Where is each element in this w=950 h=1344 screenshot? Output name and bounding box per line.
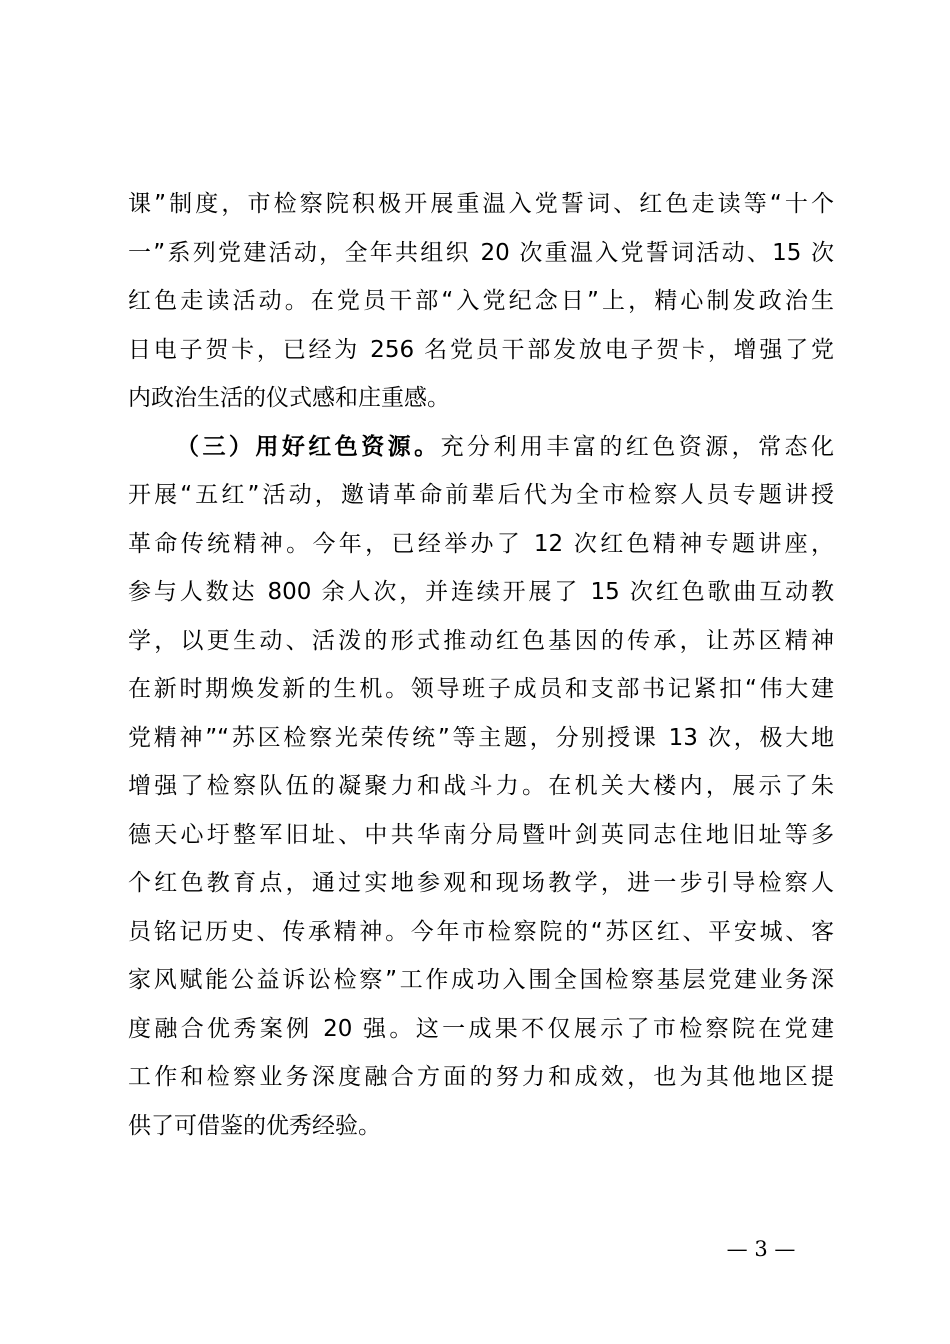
paragraph-line: 参与人数达 800 余人次，并连续开展了 15 次红色歌曲互动教: [128, 579, 834, 605]
paragraph-text: 充分利用丰富的红色资源，常态化: [440, 433, 835, 460]
paragraph-line: 在新时期焕发新的生机。领导班子成员和支部书记紧扣“伟大建: [128, 676, 834, 702]
paragraph-line: 供了可借鉴的优秀经验。: [128, 1112, 381, 1139]
paragraph-line: 家风赋能公益诉讼检察”工作成功入围全国检察基层党建业务深: [128, 967, 834, 993]
paragraph-line: 工作和检察业务深度融合方面的努力和成效，也为其他地区提: [128, 1064, 834, 1090]
page-number: — 3 —: [726, 1237, 796, 1261]
paragraph-line: 内政治生活的仪式感和庄重感。: [128, 385, 450, 411]
section-heading: （三）用好红色资源。: [176, 433, 441, 460]
section-heading-line: [128, 423, 834, 472]
paragraph-line: 学，以更生动、活泼的形式推动红色基因的传承，让苏区精神: [128, 627, 834, 654]
paragraph-line: 开展“五红”活动，邀请革命前辈后代为全市检察人员专题讲授: [128, 482, 834, 508]
paragraph-line: 增强了检察队伍的凝聚力和战斗力。在机关大楼内，展示了朱: [128, 773, 834, 799]
paragraph-line: 日电子贺卡，已经为 256 名党员干部发放电子贺卡，增强了党: [128, 336, 834, 363]
paragraph-line: 德天心圩整军旧址、中共华南分局暨叶剑英同志住地旧址等多: [128, 821, 834, 848]
paragraph-line: 个红色教育点，通过实地参观和现场教学，进一步引导检察人: [128, 870, 834, 896]
body-text: [128, 180, 834, 1150]
paragraph-line: 员铭记历史、传承精神。今年市检察院的“苏区红、平安城、客: [128, 918, 834, 945]
paragraph-line: 一”系列党建活动，全年共组织 20 次重温入党誓词活动、15 次: [128, 239, 834, 266]
paragraph-line: 革命传统精神。今年，已经举办了 12 次红色精神专题讲座，: [128, 530, 834, 557]
paragraph-line: 党精神”“苏区检察光荣传统”等主题，分别授课 13 次，极大地: [128, 724, 834, 751]
paragraph-line: 红色走读活动。在党员干部“入党纪念日”上，精心制发政治生: [128, 288, 834, 314]
paragraph-line: 度融合优秀案例 20 强。这一成果不仅展示了市检察院在党建: [128, 1015, 834, 1042]
paragraph-line: 课”制度，市检察院积极开展重温入党誓词、红色走读等“十个: [128, 191, 834, 217]
